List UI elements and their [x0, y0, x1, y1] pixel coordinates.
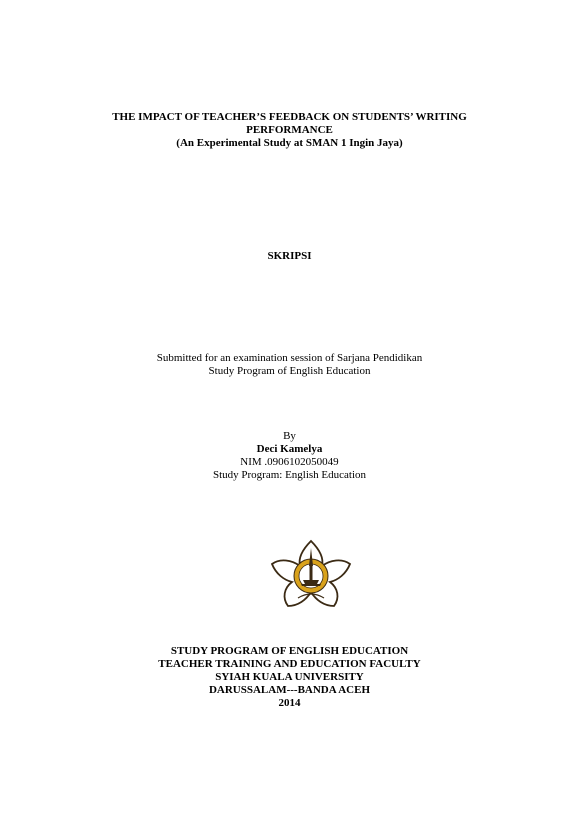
author-by: By [283, 430, 296, 442]
submission-line-1: Submitted for an examination session of Sarjana Pendidikan [156, 352, 423, 364]
submission-line-2: Study Program of English Education [208, 365, 371, 377]
title-line-1: THE IMPACT OF TEACHER’S FEEDBACK ON STUDENTS’ WRITING [112, 111, 467, 123]
institution-line-2: TEACHER TRAINING AND EDUCATION FACULTY [158, 658, 421, 670]
university-logo [268, 538, 354, 610]
institution-line-3: SYIAH KUALA UNIVERSITY [215, 671, 364, 683]
institution-line-1: STUDY PROGRAM OF ENGLISH EDUCATION [170, 645, 409, 657]
author-program: Study Program: English Education [212, 469, 367, 481]
institution-line-4: DARUSSALAM---BANDA ACEH [208, 684, 371, 696]
author-nim: NIM .0906102050049 [240, 456, 339, 468]
author-name: Deci Kamelya [256, 443, 323, 455]
document-type: SKRIPSI [267, 250, 312, 262]
title-subtitle: (An Experimental Study at SMAN 1 Ingin Jaya) [176, 137, 403, 149]
institution-year: 2014 [278, 697, 301, 709]
title-line-2: PERFORMANCE [246, 124, 333, 136]
